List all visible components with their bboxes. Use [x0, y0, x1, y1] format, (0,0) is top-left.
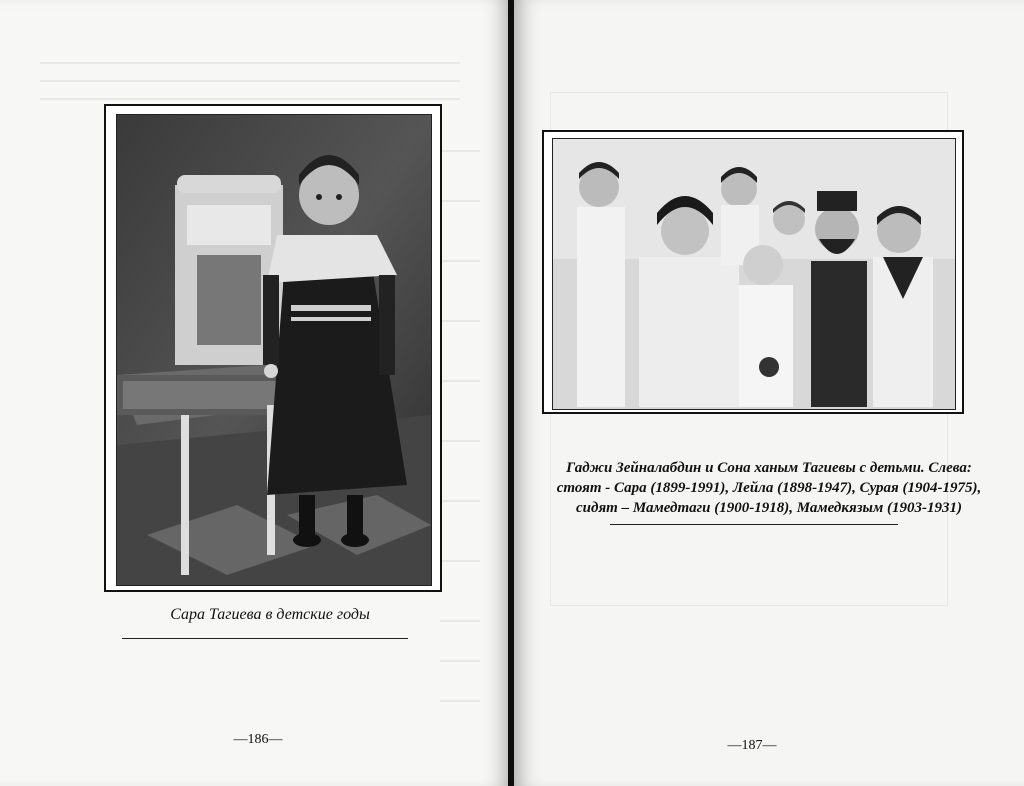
left-photo-caption: Сара Тагиева в детские годы	[170, 606, 370, 623]
right-photo-frame	[542, 130, 964, 414]
left-page-number: —186—	[233, 732, 283, 747]
right-caption-line-1: Гаджи Зейналабдин и Сона ханым Тагиевы с детьми. Слева:	[566, 460, 972, 476]
girl-standing-beside-chair-icon	[117, 115, 431, 585]
right-page	[514, 0, 1024, 786]
right-page-number: —187—	[727, 738, 777, 753]
right-photo-caption	[514, 458, 1024, 518]
left-photo-frame	[104, 104, 442, 592]
family-portrait-photo	[552, 138, 956, 410]
right-caption-rule	[610, 524, 898, 525]
family-group-portrait-icon	[553, 139, 955, 409]
left-caption-rule	[122, 638, 408, 639]
girl-portrait-photo	[116, 114, 432, 586]
left-page	[0, 0, 510, 786]
right-caption-line-3: сидят – Мамедтаги (1900-1918), Мамедкязым (1903-1931)	[576, 500, 962, 516]
right-caption-line-2: стоят - Сара (1899-1991), Лейла (1898-1947), Сурая (1904-1975),	[556, 480, 982, 496]
